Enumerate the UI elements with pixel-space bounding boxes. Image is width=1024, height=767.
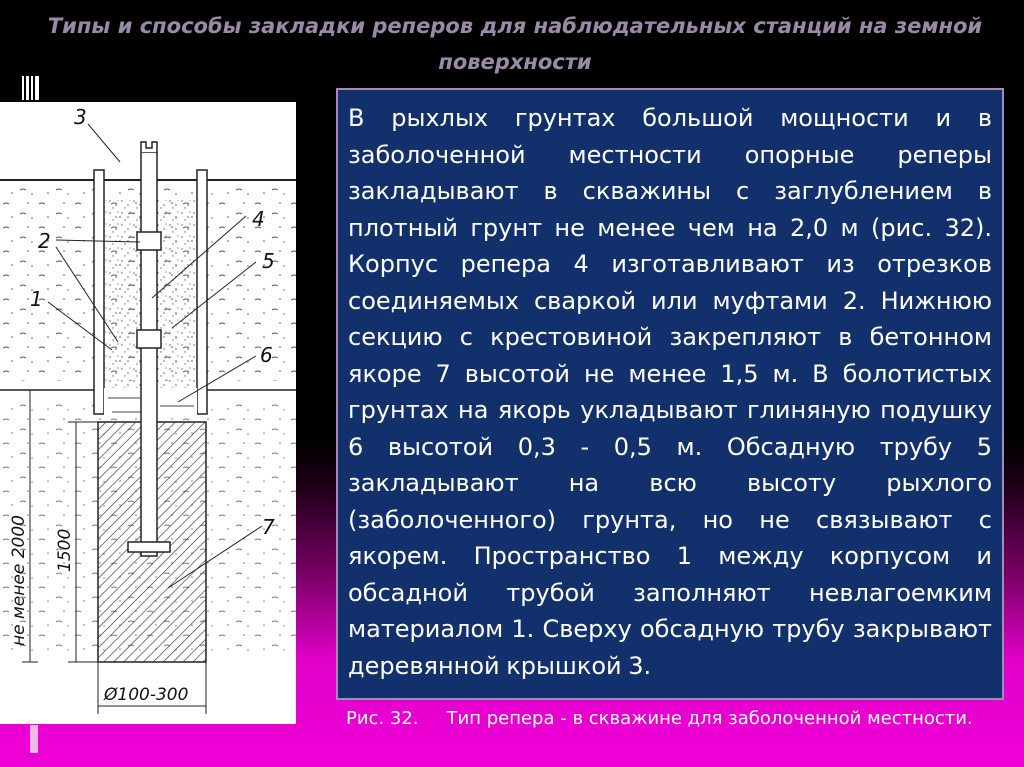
figure-label-anchor: 7 — [262, 515, 275, 539]
caption-number: Рис. 32. — [346, 708, 419, 729]
figure-label-body: 4 — [252, 207, 265, 231]
figure-label-clay: 6 — [260, 343, 273, 367]
dimension-anchor-height: 1500 — [55, 528, 75, 572]
description-box — [336, 88, 1004, 700]
dimension-depth-total: не менее 2000 — [9, 515, 29, 646]
slide-title: Типы и способы закладки реперов для наблюдательных станций на земной поверхности — [47, 14, 983, 74]
decorative-bar-bottom — [30, 725, 38, 753]
benchmark-figure — [0, 102, 296, 724]
figure-label-casing: 5 — [262, 249, 275, 273]
caption-text: Тип репера - в скважине для заболоченной местности. — [446, 708, 973, 729]
figure-caption — [346, 705, 986, 733]
figure-label-cap: 3 — [74, 105, 87, 129]
dimension-diameter: Ø100-300 — [104, 685, 189, 705]
decorative-bars — [22, 76, 42, 100]
figure-label-coupling: 2 — [38, 229, 51, 253]
figure-label-fill: 1 — [30, 287, 43, 311]
description-text: В рыхлых грунтах большой мощности и в заболоченной местности опорные реперы закладывают в скважины с заглублением в плотный грунт не менее чем на 2,0 м (рис. 32). Корпус репера 4 изготавливают из отрезков соединяемых сваркой или муфтами 2. Нижнюю секцию с крестовиной закрепляют в бетонном якоре 7 высотой не менее 1,5 м. В болотистых грунтах на якорь укладывают глиняную подушку 6 высотой 0,3 - 0,5 м. Обсадную трубу 5 закладывают на всю высоту рыхлого (заболоченного) грунта, но не связывают с якорем. Пространство 1 между корпусом и обсадной трубой заполняют невлагоемким материалом 1. Сверху обсадную трубу закрывают деревянной крышкой 3. — [348, 104, 992, 680]
